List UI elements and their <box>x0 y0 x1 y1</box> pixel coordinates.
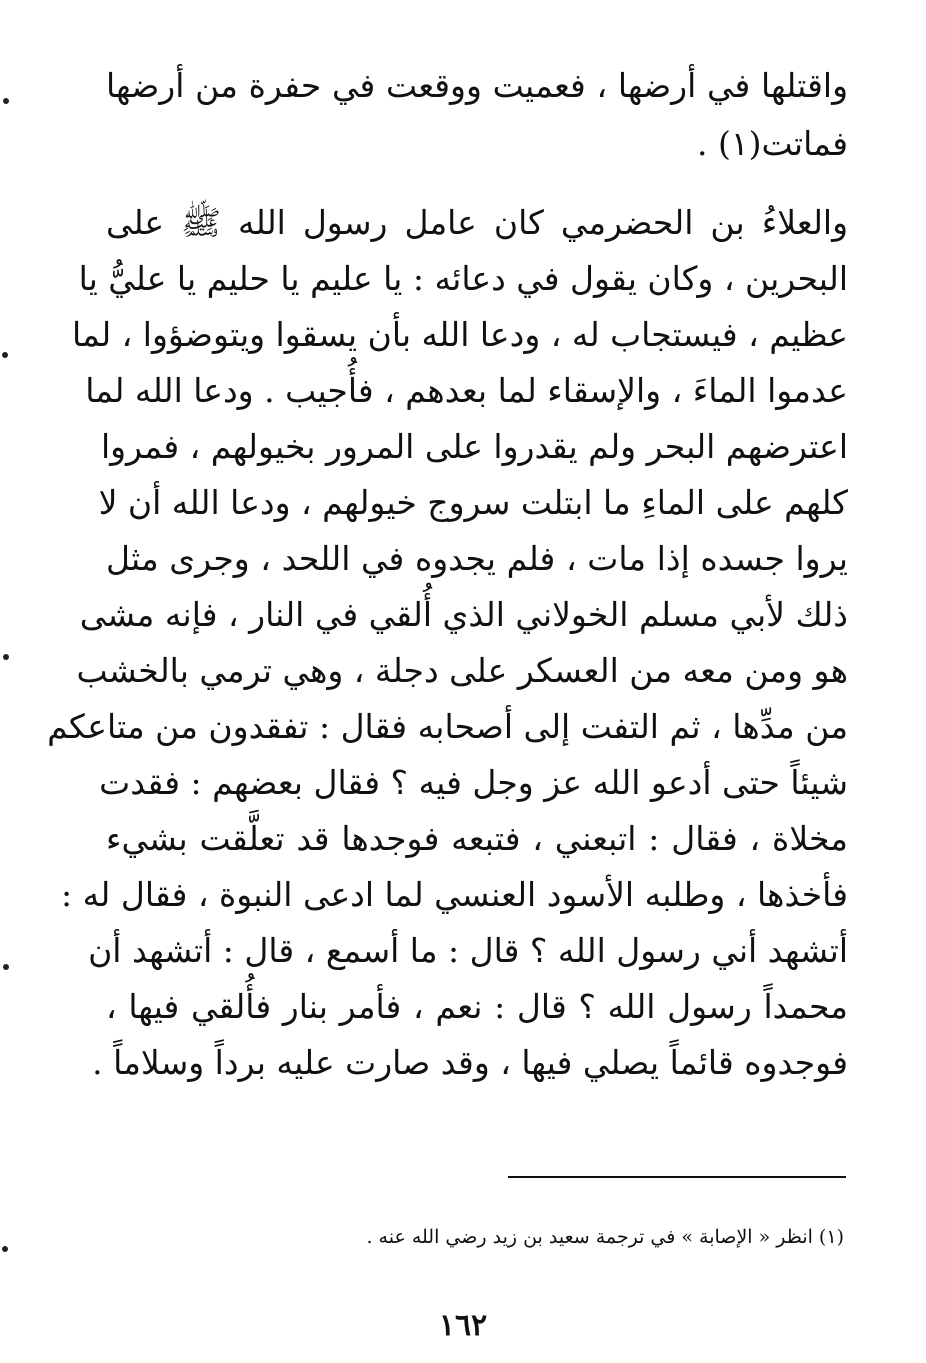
scan-mark <box>3 98 9 104</box>
text-line: فماتت(١) . <box>697 124 848 163</box>
text-line: فأخذها ، وطلبه الأسود العنسي لما ادعى النبوة ، فقال له : <box>61 875 848 914</box>
text-line: مخلاة ، فقال : اتبعني ، فتبعه فوجدها قد تعلَّقت بشيء <box>106 819 848 858</box>
text-line: عظيم ، فيستجاب له ، ودعا الله بأن يسقوا ويتوضؤوا ، لما <box>71 315 848 354</box>
text-line: والعلاءُ بن الحضرمي كان عامل رسول الله ﷺ على <box>106 203 848 242</box>
text-line: البحرين ، وكان يقول في دعائه : يا عليم يا حليم يا عليُّ يا <box>78 259 848 298</box>
page-number: ١٦٢ <box>438 1308 488 1343</box>
text-line: من مدِّها ، ثم التفت إلى أصحابه فقال : تفقدون من متاعكم <box>47 707 848 746</box>
text-line: محمداً رسول الله ؟ قال : نعم ، فأمر بنار فأُلقي فيها ، <box>106 987 848 1026</box>
scan-mark <box>2 1246 8 1252</box>
text-line: يروا جسده إذا مات ، فلم يجدوه في اللحد ، وجرى مثل <box>106 539 848 578</box>
text-line: عدموا الماءَ ، والإسقاء لما بعدهم ، فأُجيب . ودعا الله لما <box>85 371 848 410</box>
text-line: كلهم على الماءِ ما ابتلت سروج خيولهم ، ودعا الله أن لا <box>98 483 848 522</box>
text-line: ذلك لأبي مسلم الخولاني الذي أُلقي في النار ، فإنه مشى <box>79 595 848 634</box>
text-line: أتشهد أني رسول الله ؟ قال : ما أسمع ، قال : أتشهد أن <box>88 931 848 970</box>
text-line: هو ومن معه من العسكر على دجلة ، وهي ترمي بالخشب <box>76 651 848 690</box>
scan-mark <box>2 352 8 358</box>
footnote-separator <box>508 1176 846 1178</box>
text-line: شيئاً حتى أدعو الله عز وجل فيه ؟ فقال بعضهم : فقدت <box>99 763 848 802</box>
scan-mark <box>3 964 9 970</box>
scan-mark <box>3 654 9 660</box>
footnote: (١) انظر « الإصابة » في ترجمة سعيد بن زيد رضي الله عنه . <box>366 1226 844 1248</box>
text-line: فوجدوه قائماً يصلي فيها ، وقد صارت عليه برداً وسلاماً . <box>92 1043 848 1082</box>
text-line: اعترضهم البحر ولم يقدروا على المرور بخيولهم ، فمروا <box>100 427 848 466</box>
text-line: واقتلها في أرضها ، فعميت ووقعت في حفرة من أرضها <box>106 66 848 105</box>
